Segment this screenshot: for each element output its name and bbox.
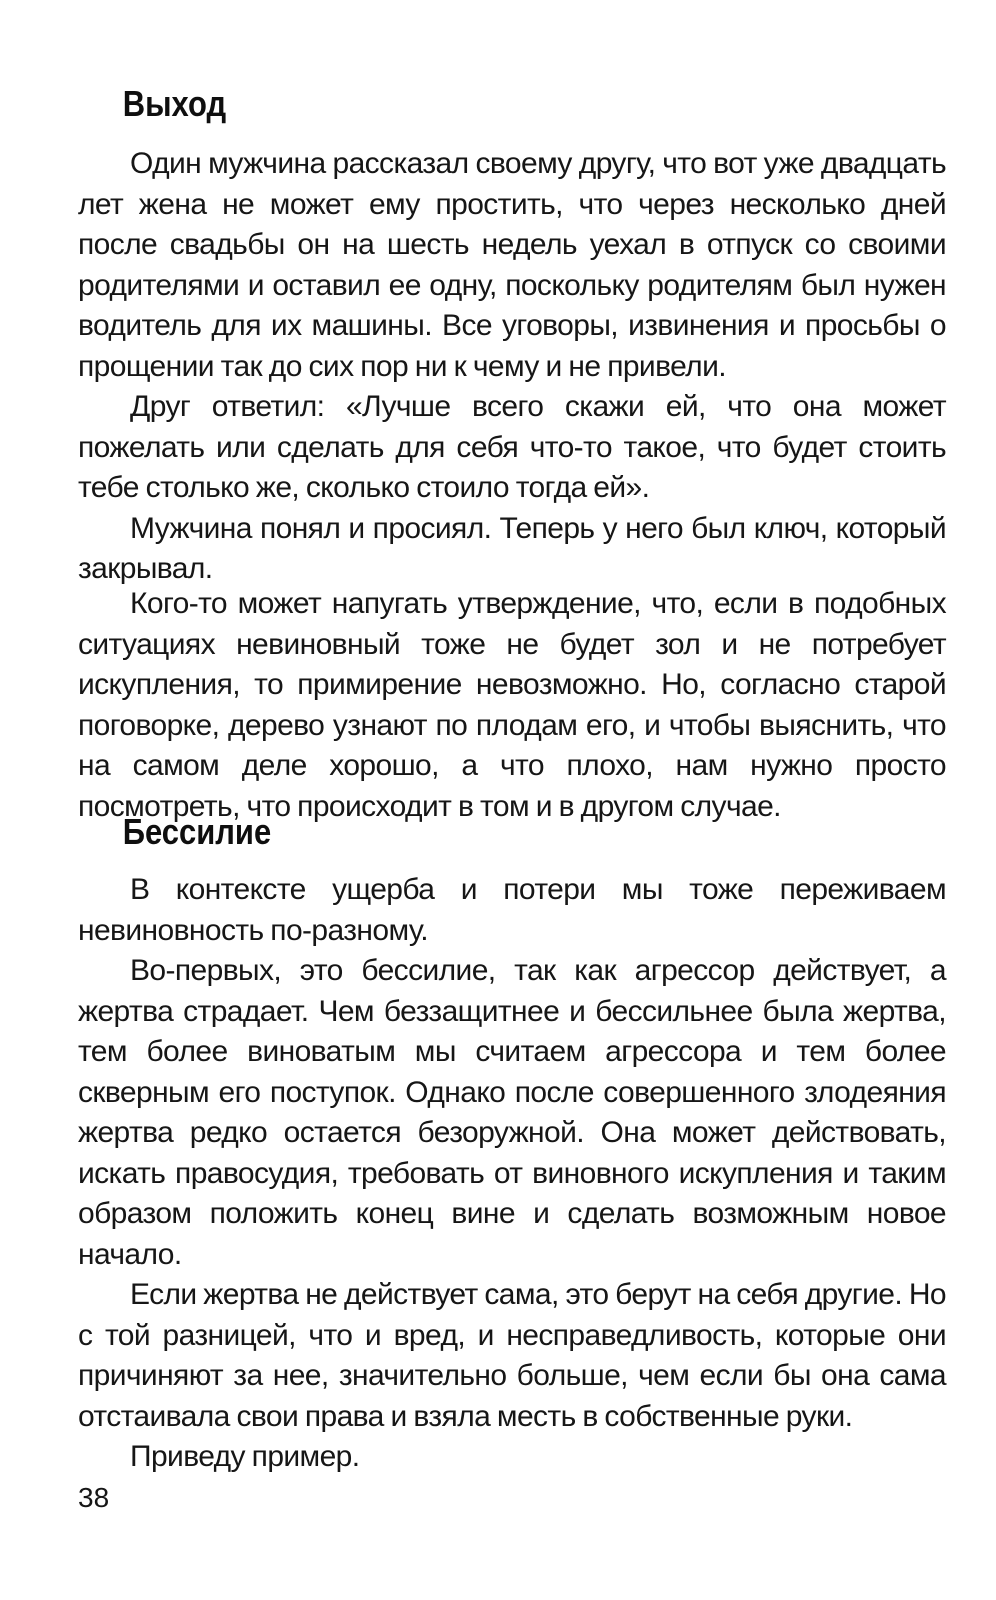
paragraph: Друг ответил: «Лучше всего скажи ей, что она может пожелать или сделать для себя что-то такое, что будет стоить тебе столько же, сколько стоило тогда ей». [78,390,946,504]
paragraph: Один мужчина рассказал своему другу, что вот уже двадцать лет жена не может ему простить, что через несколько дней после свадьбы он на шесть недель уехал в отпуск со своими родителями и оставил ее одну, поскольку родителям был нужен водитель для их машины. Все уговоры, извинения и просьбы о прощении так до сих пор ни к чему и не привели. [78,147,946,383]
paragraph: Кого-то может напугать утверждение, что, если в подобных ситуациях невиновный тоже не будет зол и не потребует искупления, то примирение невозможно. Но, согласно старой поговорке, дерево узнают по плодам его, и чтобы выяснить, что на самом деле хорошо, а что плохо, нам нужно просто посмотреть, что происходит в том и в другом случае. [78,587,946,823]
paragraph: Во-первых, это бессилие, так как агрессор действует, а жертва страдает. Чем беззащитнее и бессильнее была жертва, тем более виноватым мы считаем агрессора и тем более скверным его поступок. Однако после совершенного злодеяния жертва редко остается безоружной. Она может действовать, искать правосудия, требовать от виновного искупления и таким образом положить конец вине и сделать возможным новое начало. [78,954,946,1271]
section-exit-body [78,144,946,590]
page-number: 38 [78,1482,110,1513]
section-reflection-body [78,584,946,827]
paragraph: Мужчина понял и просиял. Теперь у него был ключ, который закрывал. [78,511,946,585]
section-heading-powerlessness [78,812,946,852]
paragraph: В контексте ущерба и потери мы тоже переживаем невиновность по-разному. [78,873,946,947]
heading-bessilie: Бессилие [122,811,272,852]
paragraph: Приведу пример. [130,1440,360,1473]
heading-vykhod: Выход [122,83,227,124]
section-powerlessness-body [78,870,946,1478]
paragraph: Если жертва не действует сама, это берут на себя другие. Но с той разницей, что и вред, и несправедливость, которые они причиняют за нее, значительно больше, чем если бы она сама отстаивала свои права и взяла месть в собственные руки. [78,1278,946,1433]
section-heading-exit [78,84,946,124]
